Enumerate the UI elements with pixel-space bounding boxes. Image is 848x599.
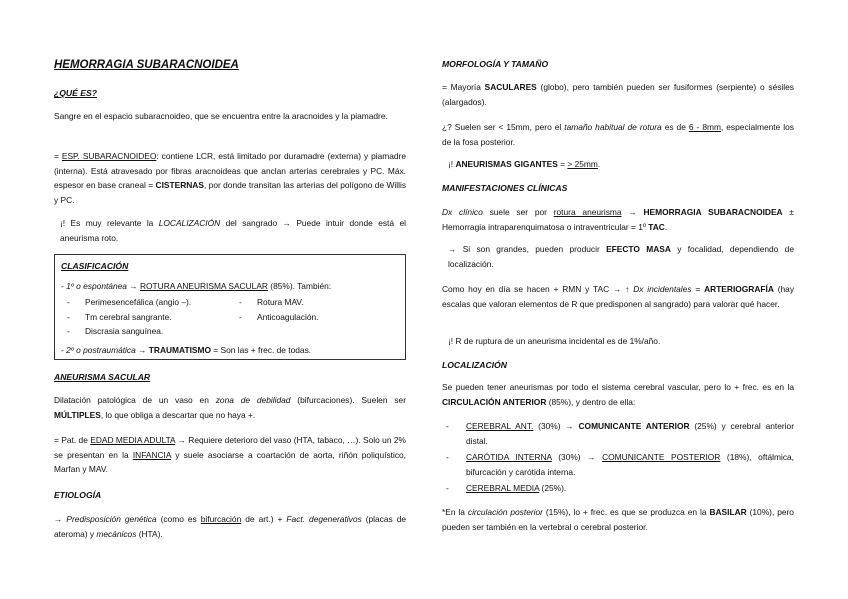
list-item: - CEREBRAL MEDIA (25%). <box>442 481 794 496</box>
localizacion-list <box>442 419 794 496</box>
morfologia-paragraph-1: = Mayoría SACULARES (globo), pero también pueden ser fusiformes (serpiente) o sésiles (alargados). <box>442 82 794 107</box>
list-item: - Anticoagulación. <box>237 310 397 325</box>
heading-que-es: ¿QUÉ ES? <box>54 88 97 98</box>
manifestaciones-paragraph-2: → Si son grandes, pueden producir EFECTO MASA y focalidad, dependiendo de localización. <box>448 244 794 269</box>
aneurismas-gigantes-note: ¡! ANEURISMAS GIGANTES = > 25mm. <box>448 159 601 169</box>
page-title: HEMORRAGIA SUBARACNOIDEA <box>54 59 239 71</box>
list-item: - Discrasia sanguínea. <box>65 324 235 339</box>
list-item: - Perimesencefálica (angio –). <box>65 295 235 310</box>
heading-etiologia: ETIOLOGÍA <box>54 490 102 500</box>
clasificacion-secondary: - 2º o postraumática → TRAUMATISMO = Son las + frec. de todas. <box>61 345 312 355</box>
esp-subaracnoideo-paragraph: = ESP. SUBARACNOIDEO: contiene LCR, está limitado por duramadre (externa) y piamadre (interna). Está atravesado por fibras aracnoideas que anclan arterias cerebrales y PC. Máx. espesor en base craneal = CISTERNAS, por donde transitan las arterias del polígono de Willis y PC. <box>54 151 407 205</box>
manifestaciones-paragraph-4: ¡! R de ruptura de un aneurisma incidental es de 1%/año. <box>448 336 661 346</box>
clasificacion-primary: - 1º o espontánea → ROTURA ANEURISMA SACULAR (85%). También: <box>61 281 332 291</box>
aneurisma-paragraph-1: Dilatación patológica de un vaso en zona de debilidad (bifurcaciones). Suelen ser MÚLTIPLES, lo que obliga a descartar que no haya +. <box>54 395 406 420</box>
aneurisma-paragraph-2: = Pat. de EDAD MEDIA ADULTA → Requiere deterioro del vaso (HTA, tabaco, …). Solo un 2% se presentan en la INFANCIA y suele asociarse a coartación de aorta, riñón poliquístico, Marfan y MAV. <box>54 435 406 474</box>
morfologia-paragraph-2: ¿? Suelen ser < 15mm, pero el tamaño habitual de rotura es de 6 - 8mm, especialmente los de la fosa posterior. <box>442 122 794 147</box>
list-item: - Tm cerebral sangrante. <box>65 310 235 325</box>
heading-morfologia: MORFOLOGÍA Y TAMAÑO <box>442 59 549 69</box>
heading-aneurisma-sacular: ANEURISMA SACULAR <box>54 372 151 382</box>
circulacion-posterior-note: *En la circulación posterior (15%), lo + frec. es que se produzca en la BASILAR (10%), pero pueden ser también en la vertebral o cerebral posterior. <box>442 507 794 532</box>
heading-clasificacion: CLASIFICACIÓN <box>61 261 129 271</box>
que-es-intro: Sangre en el espacio subaracnoideo, que se encuentra entre la aracnoides y la piamadre. <box>54 111 388 121</box>
list-item: - CARÓTIDA INTERNA (30%) → COMUNICANTE POSTERIOR (18%), oftálmica, bifurcación y carótida interna. <box>442 450 794 479</box>
manifestaciones-paragraph-1: Dx clínico suele ser por rotura aneurisma → HEMORRAGIA SUBARACNOIDEA ± Hemorragia intraparenquimatosa o intraventricular = 1º TAC. <box>442 207 794 232</box>
localizacion-note: ¡! Es muy relevante la LOCALIZACIÓN del sangrado → Puede intuir donde está el aneurisma roto. <box>60 218 406 243</box>
heading-manifestaciones: MANIFESTACIONES CLÍNICAS <box>442 183 568 193</box>
list-item: - CEREBRAL ANT. (30%) → COMUNICANTE ANTERIOR (25%) y cerebral anterior distal. <box>442 419 794 448</box>
clasificacion-box <box>54 254 406 360</box>
clasificacion-list-1 <box>65 295 235 339</box>
clasificacion-list-2 <box>237 295 397 324</box>
list-item: - Rotura MAV. <box>237 295 397 310</box>
etiologia-paragraph: → Predisposición genética (como es bifurcación de art.) + Fact. degenerativos (placas de ateroma) y mecánicos (HTA). <box>54 514 407 539</box>
heading-localizacion: LOCALIZACIÓN <box>442 360 507 370</box>
manifestaciones-paragraph-3: Como hoy en día se hacen + RMN y TAC → ↑ Dx incidentales = ARTERIOGRAFÍA (hay escalas que valoran elementos de R que predisponen al sangrado) para valorar qué hacer. <box>442 284 795 309</box>
localizacion-intro: Se pueden tener aneurismas por todo el sistema cerebral vascular, pero lo + frec. es en la CIRCULACIÓN ANTERIOR (85%), y dentro de ella: <box>442 382 794 407</box>
